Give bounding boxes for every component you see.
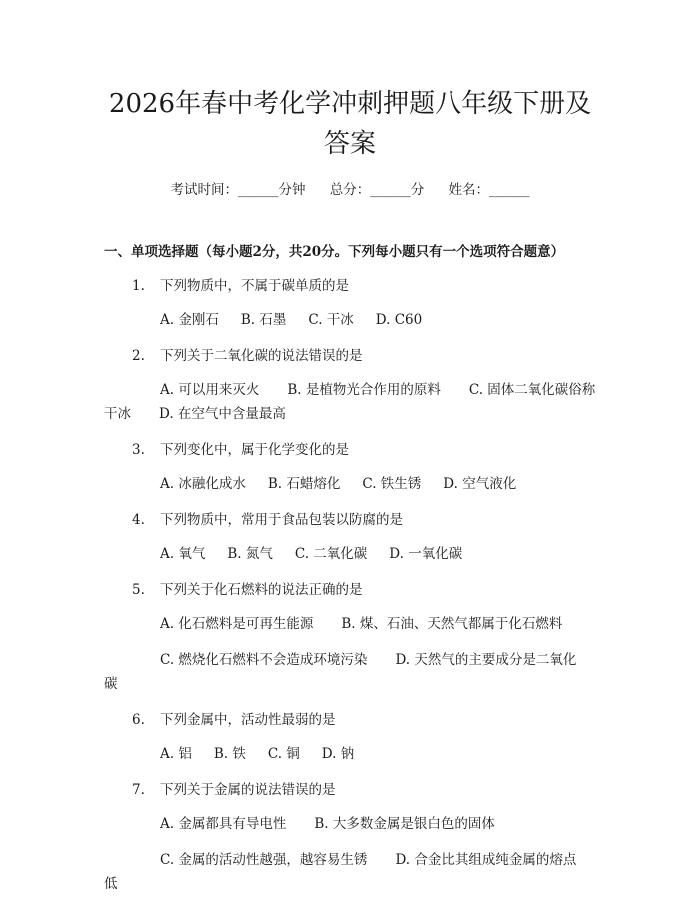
time-label: 考试时间：	[170, 182, 238, 198]
options-5-row1	[104, 612, 596, 636]
section-title: 一、单项选择题（每小题2分，共20分。下列每小题只有一个选项符合题意）	[104, 244, 565, 260]
question-3	[104, 440, 596, 460]
option-b: B. 氮气	[227, 546, 273, 562]
question-stem: 下列物质中，常用于食品包装以防腐的是	[160, 512, 403, 528]
option-c: C. 金属的活动性越强，越容易生锈	[160, 852, 368, 868]
option-a: A. 可以用来灭火	[160, 382, 260, 398]
question-number: 2.	[132, 348, 145, 364]
question-number: 1.	[132, 278, 145, 294]
option-d: D. 钠	[321, 746, 355, 762]
option-a: A. 冰融化成水	[160, 476, 246, 492]
score-label: 总分：	[329, 182, 371, 198]
name-field	[449, 182, 530, 198]
option-c: C. 铁生锈	[362, 476, 422, 492]
question-list	[104, 276, 596, 896]
question-number: 7.	[132, 782, 145, 798]
options-4	[104, 542, 596, 566]
option-b: B. 铁	[213, 746, 246, 762]
options-5-row2	[104, 648, 596, 696]
option-c: C. 二氧化碳	[294, 546, 368, 562]
question-stem: 下列物质中，不属于碳单质的是	[160, 278, 349, 294]
options-7-row2	[104, 848, 596, 896]
question-7	[104, 780, 596, 800]
option-a: A. 金属都具有导电性	[160, 816, 287, 832]
option-b: B. 煤、石油、天然气都属于化石燃料	[341, 616, 563, 632]
option-a: A. 金刚石	[160, 312, 219, 328]
question-number: 5.	[132, 582, 145, 598]
time-unit: 分钟	[278, 182, 306, 198]
question-stem: 下列关于化石燃料的说法正确的是	[160, 582, 363, 598]
question-number: 3.	[132, 442, 145, 458]
question-stem: 下列关于金属的说法错误的是	[160, 782, 336, 798]
options-3	[104, 472, 596, 496]
score-unit: 分	[410, 182, 425, 198]
question-stem: 下列金属中，活动性最弱的是	[160, 712, 336, 728]
question-2	[104, 346, 596, 366]
options-7-row1	[104, 812, 596, 836]
question-number: 4.	[132, 512, 145, 528]
exam-meta	[104, 180, 596, 200]
question-stem: 下列关于二氧化碳的说法错误的是	[160, 348, 363, 364]
option-d: D. 在空气中含量最高	[159, 406, 286, 422]
option-a: A. 化石燃料是可再生能源	[160, 616, 314, 632]
question-1	[104, 276, 596, 296]
options-1	[104, 308, 596, 332]
option-d: D. 天然气的主要成分是二氧化碳	[104, 652, 577, 692]
page-title: 2026年春中考化学冲刺押题八年级下册及答案	[108, 89, 592, 159]
option-c: C. 固体二氧化碳俗称干冰	[104, 382, 596, 422]
option-c: C. 干冰	[308, 312, 354, 328]
option-b: B. 石墨	[240, 312, 287, 328]
option-c: C. 燃烧化石燃料不会造成环境污染	[160, 652, 368, 668]
option-a: A. 铝	[160, 746, 192, 762]
option-c: C. 铜	[267, 746, 300, 762]
options-2	[104, 378, 596, 426]
option-b: B. 大多数金属是银白色的固体	[314, 816, 495, 832]
question-6	[104, 710, 596, 730]
question-5	[104, 580, 596, 600]
question-stem: 下列变化中，属于化学变化的是	[160, 442, 349, 458]
option-d: D. C60	[375, 312, 423, 328]
question-4	[104, 510, 596, 530]
name-blank: ______	[489, 182, 530, 198]
option-d: D. 空气液化	[443, 476, 517, 492]
option-b: B. 石蜡熔化	[267, 476, 341, 492]
option-b: B. 是植物光合作用的原料	[287, 382, 441, 398]
time-field	[170, 182, 309, 198]
option-a: A. 氧气	[160, 546, 206, 562]
option-d: D. 合金比其组成纯金属的熔点低	[104, 852, 577, 892]
score-blank: ______	[370, 182, 411, 198]
options-6	[104, 742, 596, 766]
name-label: 姓名：	[448, 182, 490, 198]
question-number: 6.	[132, 712, 145, 728]
option-d: D. 一氧化碳	[389, 546, 463, 562]
score-field	[330, 182, 429, 198]
time-blank: ______	[237, 182, 279, 198]
